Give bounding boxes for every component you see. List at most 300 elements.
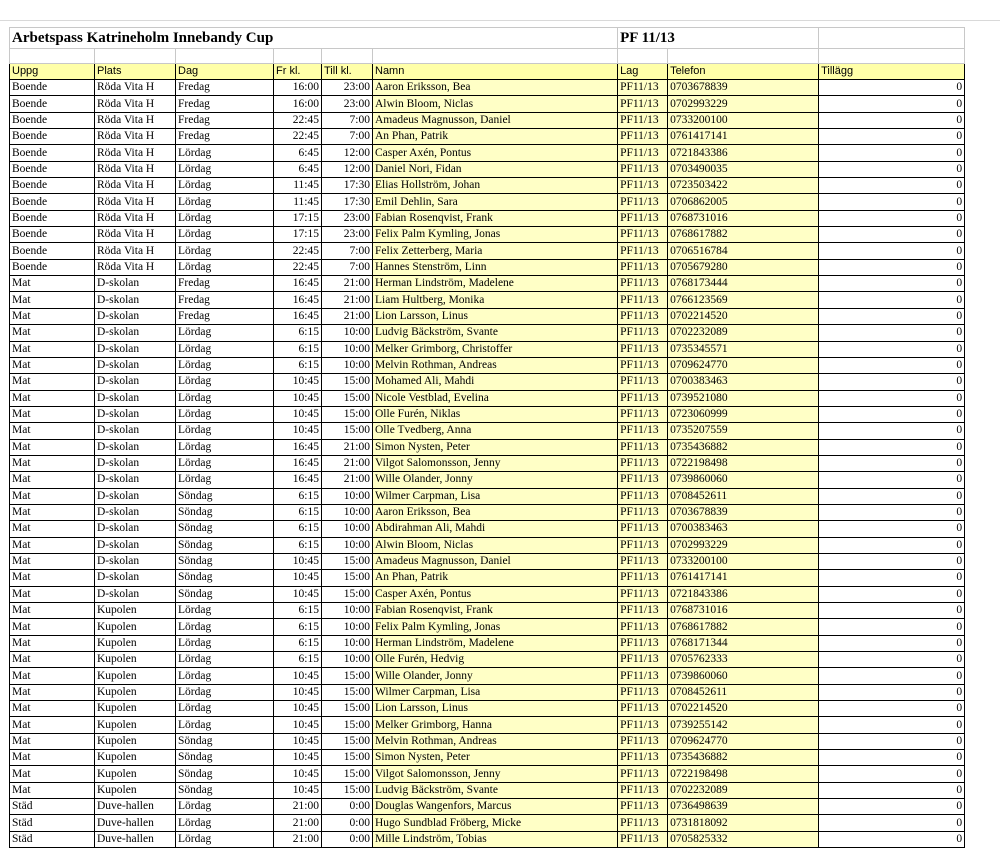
cell-namn[interactable]: Aaron Eriksson, Bea — [373, 80, 618, 96]
cell-dag[interactable]: Lördag — [176, 831, 274, 847]
cell-lag[interactable]: PF11/13 — [618, 717, 668, 733]
cell-fr-kl[interactable]: 21:00 — [274, 831, 322, 847]
cell-lag[interactable]: PF11/13 — [618, 635, 668, 651]
cell-lag[interactable]: PF11/13 — [618, 619, 668, 635]
cell-uppg[interactable]: Mat — [10, 782, 95, 798]
cell-till-kl[interactable]: 15:00 — [322, 586, 373, 602]
cell-till-kl[interactable]: 10:00 — [322, 652, 373, 668]
cell-lag[interactable]: PF11/13 — [618, 701, 668, 717]
cell-namn[interactable]: Felix Palm Kymling, Jonas — [373, 619, 618, 635]
cell-dag[interactable]: Söndag — [176, 782, 274, 798]
cell-uppg[interactable]: Mat — [10, 717, 95, 733]
cell-fr-kl[interactable]: 10:45 — [274, 733, 322, 749]
cell-plats[interactable]: Kupolen — [95, 619, 176, 635]
cell-dag[interactable]: Söndag — [176, 521, 274, 537]
cell-uppg[interactable]: Mat — [10, 357, 95, 373]
cell-namn[interactable]: Felix Palm Kymling, Jonas — [373, 227, 618, 243]
cell-uppg[interactable]: Boende — [10, 243, 95, 259]
cell-till-kl[interactable]: 15:00 — [322, 782, 373, 798]
cell-fr-kl[interactable]: 10:45 — [274, 406, 322, 422]
cell-lag[interactable]: PF11/13 — [618, 194, 668, 210]
cell-tillagg[interactable]: 0 — [819, 439, 965, 455]
cell-till-kl[interactable]: 7:00 — [322, 112, 373, 128]
cell-dag[interactable]: Söndag — [176, 570, 274, 586]
cell-uppg[interactable]: Mat — [10, 668, 95, 684]
cell-lag[interactable]: PF11/13 — [618, 553, 668, 569]
cell-fr-kl[interactable]: 10:45 — [274, 766, 322, 782]
cell-tillagg[interactable]: 0 — [819, 537, 965, 553]
cell-uppg[interactable]: Mat — [10, 684, 95, 700]
cell-dag[interactable]: Fredag — [176, 276, 274, 292]
cell-tillagg[interactable]: 0 — [819, 243, 965, 259]
header-namn[interactable]: Namn — [373, 64, 618, 80]
cell-dag[interactable]: Lördag — [176, 701, 274, 717]
cell-telefon[interactable]: 0739255142 — [668, 717, 819, 733]
cell-fr-kl[interactable]: 6:15 — [274, 341, 322, 357]
cell-fr-kl[interactable]: 22:45 — [274, 129, 322, 145]
cell-namn[interactable]: Alwin Bloom, Niclas — [373, 96, 618, 112]
cell-dag[interactable]: Söndag — [176, 488, 274, 504]
cell-tillagg[interactable]: 0 — [819, 112, 965, 128]
cell-dag[interactable]: Lördag — [176, 455, 274, 471]
cell-telefon[interactable]: 0722198498 — [668, 455, 819, 471]
cell-dag[interactable]: Söndag — [176, 750, 274, 766]
header-dag[interactable]: Dag — [176, 64, 274, 80]
cell-namn[interactable]: Amadeus Magnusson, Daniel — [373, 112, 618, 128]
cell-lag[interactable]: PF11/13 — [618, 292, 668, 308]
cell-namn[interactable]: Wille Olander, Jonny — [373, 668, 618, 684]
cell-namn[interactable]: Melvin Rothman, Andreas — [373, 733, 618, 749]
cell-till-kl[interactable]: 10:00 — [322, 521, 373, 537]
cell-fr-kl[interactable]: 10:45 — [274, 553, 322, 569]
cell-dag[interactable]: Lördag — [176, 799, 274, 815]
cell-dag[interactable]: Lördag — [176, 684, 274, 700]
cell-till-kl[interactable]: 10:00 — [322, 341, 373, 357]
cell-namn[interactable]: Vilgot Salomonsson, Jenny — [373, 766, 618, 782]
cell-namn[interactable]: An Phan, Patrik — [373, 570, 618, 586]
cell-tillagg[interactable]: 0 — [819, 210, 965, 226]
cell-dag[interactable]: Söndag — [176, 733, 274, 749]
cell-fr-kl[interactable]: 6:15 — [274, 357, 322, 373]
cell-plats[interactable]: Röda Vita H — [95, 243, 176, 259]
cell-tillagg[interactable]: 0 — [819, 684, 965, 700]
header-fr-kl[interactable]: Fr kl. — [274, 64, 322, 80]
cell-fr-kl[interactable]: 6:15 — [274, 635, 322, 651]
cell-fr-kl[interactable]: 22:45 — [274, 243, 322, 259]
cell-till-kl[interactable]: 12:00 — [322, 145, 373, 161]
cell-plats[interactable]: Röda Vita H — [95, 129, 176, 145]
header-lag[interactable]: Lag — [618, 64, 668, 80]
cell-plats[interactable]: D-skolan — [95, 504, 176, 520]
cell-uppg[interactable]: Mat — [10, 635, 95, 651]
cell-dag[interactable]: Fredag — [176, 129, 274, 145]
cell-dag[interactable]: Lördag — [176, 619, 274, 635]
cell-fr-kl[interactable]: 16:45 — [274, 308, 322, 324]
cell-namn[interactable]: Melker Grimborg, Hanna — [373, 717, 618, 733]
cell-tillagg[interactable]: 0 — [819, 701, 965, 717]
cell-tillagg[interactable]: 0 — [819, 259, 965, 275]
cell-lag[interactable]: PF11/13 — [618, 259, 668, 275]
cell-lag[interactable]: PF11/13 — [618, 325, 668, 341]
cell-lag[interactable]: PF11/13 — [618, 488, 668, 504]
cell-tillagg[interactable]: 0 — [819, 423, 965, 439]
cell-lag[interactable]: PF11/13 — [618, 276, 668, 292]
cell-telefon[interactable]: 0705825332 — [668, 831, 819, 847]
cell-telefon[interactable]: 0708452611 — [668, 488, 819, 504]
cell-plats[interactable]: Röda Vita H — [95, 145, 176, 161]
cell-dag[interactable]: Lördag — [176, 472, 274, 488]
cell-fr-kl[interactable]: 10:45 — [274, 750, 322, 766]
cell-fr-kl[interactable]: 6:15 — [274, 537, 322, 553]
cell-dag[interactable]: Lördag — [176, 145, 274, 161]
cell-plats[interactable]: Kupolen — [95, 652, 176, 668]
cell-plats[interactable]: Duve-hallen — [95, 799, 176, 815]
cell-till-kl[interactable]: 0:00 — [322, 831, 373, 847]
cell-fr-kl[interactable]: 6:15 — [274, 619, 322, 635]
cell-telefon[interactable]: 0705762333 — [668, 652, 819, 668]
cell-plats[interactable]: Röda Vita H — [95, 80, 176, 96]
cell-telefon[interactable]: 0703490035 — [668, 161, 819, 177]
cell-telefon[interactable]: 0702214520 — [668, 308, 819, 324]
cell-fr-kl[interactable]: 16:00 — [274, 80, 322, 96]
cell-uppg[interactable]: Boende — [10, 178, 95, 194]
cell-namn[interactable]: Vilgot Salomonsson, Jenny — [373, 455, 618, 471]
cell-telefon[interactable]: 0706516784 — [668, 243, 819, 259]
cell-namn[interactable]: Elias Hollström, Johan — [373, 178, 618, 194]
cell-telefon[interactable]: 0722198498 — [668, 766, 819, 782]
cell-tillagg[interactable]: 0 — [819, 815, 965, 831]
cell-telefon[interactable]: 0703678839 — [668, 504, 819, 520]
cell-plats[interactable]: Kupolen — [95, 766, 176, 782]
cell-uppg[interactable]: Mat — [10, 553, 95, 569]
cell-namn[interactable]: Simon Nysten, Peter — [373, 750, 618, 766]
cell-namn[interactable]: Douglas Wangenfors, Marcus — [373, 799, 618, 815]
cell-uppg[interactable]: Boende — [10, 161, 95, 177]
cell-plats[interactable]: Kupolen — [95, 684, 176, 700]
cell-fr-kl[interactable]: 17:15 — [274, 227, 322, 243]
cell-fr-kl[interactable]: 22:45 — [274, 112, 322, 128]
cell-plats[interactable]: Röda Vita H — [95, 210, 176, 226]
cell-dag[interactable]: Lördag — [176, 717, 274, 733]
cell-telefon[interactable]: 0703678839 — [668, 80, 819, 96]
cell-plats[interactable]: Röda Vita H — [95, 178, 176, 194]
cell-plats[interactable]: D-skolan — [95, 521, 176, 537]
cell-fr-kl[interactable]: 10:45 — [274, 423, 322, 439]
cell-tillagg[interactable]: 0 — [819, 766, 965, 782]
cell-dag[interactable]: Lördag — [176, 652, 274, 668]
cell-uppg[interactable]: Mat — [10, 766, 95, 782]
cell-uppg[interactable]: Boende — [10, 227, 95, 243]
cell-till-kl[interactable]: 23:00 — [322, 210, 373, 226]
cell-tillagg[interactable]: 0 — [819, 668, 965, 684]
cell-uppg[interactable]: Boende — [10, 259, 95, 275]
cell-lag[interactable]: PF11/13 — [618, 733, 668, 749]
cell-lag[interactable]: PF11/13 — [618, 406, 668, 422]
cell-telefon[interactable]: 0735345571 — [668, 341, 819, 357]
cell-plats[interactable]: D-skolan — [95, 439, 176, 455]
cell-lag[interactable]: PF11/13 — [618, 243, 668, 259]
cell-till-kl[interactable]: 21:00 — [322, 472, 373, 488]
cell-till-kl[interactable]: 15:00 — [322, 750, 373, 766]
cell-tillagg[interactable]: 0 — [819, 292, 965, 308]
cell-till-kl[interactable]: 0:00 — [322, 799, 373, 815]
cell-telefon[interactable]: 0702232089 — [668, 325, 819, 341]
cell-telefon[interactable]: 0706862005 — [668, 194, 819, 210]
cell-tillagg[interactable]: 0 — [819, 831, 965, 847]
cell-dag[interactable]: Söndag — [176, 553, 274, 569]
cell-telefon[interactable]: 0735436882 — [668, 750, 819, 766]
cell-telefon[interactable]: 0731818092 — [668, 815, 819, 831]
cell-namn[interactable]: Ludvig Bäckström, Svante — [373, 325, 618, 341]
cell-fr-kl[interactable]: 6:45 — [274, 161, 322, 177]
cell-fr-kl[interactable]: 21:00 — [274, 799, 322, 815]
cell-lag[interactable]: PF11/13 — [618, 766, 668, 782]
cell-uppg[interactable]: Boende — [10, 96, 95, 112]
cell-fr-kl[interactable]: 10:45 — [274, 570, 322, 586]
cell-till-kl[interactable]: 10:00 — [322, 603, 373, 619]
cell-dag[interactable]: Lördag — [176, 194, 274, 210]
cell-uppg[interactable]: Mat — [10, 488, 95, 504]
cell-tillagg[interactable]: 0 — [819, 733, 965, 749]
cell-till-kl[interactable]: 10:00 — [322, 488, 373, 504]
cell-plats[interactable]: D-skolan — [95, 325, 176, 341]
cell-tillagg[interactable]: 0 — [819, 357, 965, 373]
cell-fr-kl[interactable]: 16:45 — [274, 472, 322, 488]
cell-tillagg[interactable]: 0 — [819, 472, 965, 488]
cell-uppg[interactable]: Mat — [10, 537, 95, 553]
cell-tillagg[interactable]: 0 — [819, 178, 965, 194]
cell-telefon[interactable]: 0768173444 — [668, 276, 819, 292]
cell-lag[interactable]: PF11/13 — [618, 782, 668, 798]
cell-telefon[interactable]: 0702993229 — [668, 96, 819, 112]
cell-till-kl[interactable]: 15:00 — [322, 701, 373, 717]
cell-namn[interactable]: Wilmer Carpman, Lisa — [373, 488, 618, 504]
cell-plats[interactable]: Röda Vita H — [95, 112, 176, 128]
cell-fr-kl[interactable]: 16:45 — [274, 276, 322, 292]
cell-lag[interactable]: PF11/13 — [618, 357, 668, 373]
cell-till-kl[interactable]: 15:00 — [322, 423, 373, 439]
cell-telefon[interactable]: 0708452611 — [668, 684, 819, 700]
cell-telefon[interactable]: 0733200100 — [668, 112, 819, 128]
cell-plats[interactable]: D-skolan — [95, 390, 176, 406]
cell-lag[interactable]: PF11/13 — [618, 831, 668, 847]
cell-uppg[interactable]: Mat — [10, 276, 95, 292]
cell-namn[interactable]: Abdirahman Ali, Mahdi — [373, 521, 618, 537]
cell-telefon[interactable]: 0721843386 — [668, 586, 819, 602]
cell-namn[interactable]: Amadeus Magnusson, Daniel — [373, 553, 618, 569]
cell-dag[interactable]: Lördag — [176, 406, 274, 422]
cell-telefon[interactable]: 0768731016 — [668, 603, 819, 619]
cell-till-kl[interactable]: 15:00 — [322, 668, 373, 684]
cell-uppg[interactable]: Boende — [10, 129, 95, 145]
cell-telefon[interactable]: 0723060999 — [668, 406, 819, 422]
cell-plats[interactable]: Röda Vita H — [95, 96, 176, 112]
cell-lag[interactable]: PF11/13 — [618, 178, 668, 194]
cell-till-kl[interactable]: 0:00 — [322, 815, 373, 831]
cell-dag[interactable]: Lördag — [176, 603, 274, 619]
cell-lag[interactable]: PF11/13 — [618, 390, 668, 406]
cell-namn[interactable]: Simon Nysten, Peter — [373, 439, 618, 455]
cell-fr-kl[interactable]: 6:15 — [274, 652, 322, 668]
cell-tillagg[interactable]: 0 — [819, 586, 965, 602]
cell-till-kl[interactable]: 15:00 — [322, 406, 373, 422]
cell-fr-kl[interactable]: 10:45 — [274, 717, 322, 733]
cell-fr-kl[interactable]: 16:45 — [274, 439, 322, 455]
cell-telefon[interactable]: 0768617882 — [668, 619, 819, 635]
cell-plats[interactable]: D-skolan — [95, 308, 176, 324]
cell-dag[interactable]: Lördag — [176, 357, 274, 373]
cell-uppg[interactable]: Mat — [10, 455, 95, 471]
cell-tillagg[interactable]: 0 — [819, 553, 965, 569]
cell-namn[interactable]: Fabian Rosenqvist, Frank — [373, 603, 618, 619]
cell-fr-kl[interactable]: 10:45 — [274, 782, 322, 798]
cell-lag[interactable]: PF11/13 — [618, 129, 668, 145]
header-till-kl[interactable]: Till kl. — [322, 64, 373, 80]
cell-till-kl[interactable]: 15:00 — [322, 570, 373, 586]
cell-uppg[interactable]: Mat — [10, 292, 95, 308]
cell-lag[interactable]: PF11/13 — [618, 374, 668, 390]
cell-plats[interactable]: Röda Vita H — [95, 194, 176, 210]
cell-namn[interactable]: Casper Axén, Pontus — [373, 145, 618, 161]
cell-lag[interactable]: PF11/13 — [618, 570, 668, 586]
cell-telefon[interactable]: 0721843386 — [668, 145, 819, 161]
cell-namn[interactable]: Olle Tvedberg, Anna — [373, 423, 618, 439]
cell-tillagg[interactable]: 0 — [819, 635, 965, 651]
cell-tillagg[interactable]: 0 — [819, 374, 965, 390]
cell-fr-kl[interactable]: 6:15 — [274, 488, 322, 504]
cell-uppg[interactable]: Mat — [10, 504, 95, 520]
cell-till-kl[interactable]: 7:00 — [322, 259, 373, 275]
cell-uppg[interactable]: Mat — [10, 308, 95, 324]
cell-lag[interactable]: PF11/13 — [618, 80, 668, 96]
cell-tillagg[interactable]: 0 — [819, 782, 965, 798]
cell-fr-kl[interactable]: 6:15 — [274, 504, 322, 520]
cell-telefon[interactable]: 0702214520 — [668, 701, 819, 717]
cell-telefon[interactable]: 0709624770 — [668, 733, 819, 749]
cell-fr-kl[interactable]: 21:00 — [274, 815, 322, 831]
cell-dag[interactable]: Lördag — [176, 668, 274, 684]
cell-till-kl[interactable]: 10:00 — [322, 537, 373, 553]
cell-dag[interactable]: Fredag — [176, 112, 274, 128]
cell-dag[interactable]: Söndag — [176, 586, 274, 602]
cell-telefon[interactable]: 0768731016 — [668, 210, 819, 226]
cell-dag[interactable]: Lördag — [176, 423, 274, 439]
cell-till-kl[interactable]: 21:00 — [322, 439, 373, 455]
cell-till-kl[interactable]: 23:00 — [322, 80, 373, 96]
cell-dag[interactable]: Lördag — [176, 243, 274, 259]
cell-uppg[interactable]: Mat — [10, 423, 95, 439]
cell-uppg[interactable]: Mat — [10, 619, 95, 635]
cell-tillagg[interactable]: 0 — [819, 619, 965, 635]
cell-uppg[interactable]: Mat — [10, 652, 95, 668]
cell-telefon[interactable]: 0705679280 — [668, 259, 819, 275]
cell-tillagg[interactable]: 0 — [819, 390, 965, 406]
cell-tillagg[interactable]: 0 — [819, 570, 965, 586]
cell-namn[interactable]: Ludvig Bäckström, Svante — [373, 782, 618, 798]
cell-telefon[interactable]: 0700383463 — [668, 521, 819, 537]
cell-tillagg[interactable]: 0 — [819, 750, 965, 766]
cell-plats[interactable]: D-skolan — [95, 374, 176, 390]
cell-uppg[interactable]: Mat — [10, 325, 95, 341]
cell-lag[interactable]: PF11/13 — [618, 684, 668, 700]
cell-plats[interactable]: D-skolan — [95, 455, 176, 471]
cell-dag[interactable]: Lördag — [176, 635, 274, 651]
cell-uppg[interactable]: Mat — [10, 570, 95, 586]
cell-uppg[interactable]: Städ — [10, 799, 95, 815]
cell-plats[interactable]: D-skolan — [95, 586, 176, 602]
cell-fr-kl[interactable]: 11:45 — [274, 194, 322, 210]
cell-tillagg[interactable]: 0 — [819, 325, 965, 341]
cell-till-kl[interactable]: 10:00 — [322, 635, 373, 651]
cell-fr-kl[interactable]: 6:15 — [274, 325, 322, 341]
cell-lag[interactable]: PF11/13 — [618, 341, 668, 357]
cell-tillagg[interactable]: 0 — [819, 80, 965, 96]
cell-dag[interactable]: Söndag — [176, 504, 274, 520]
cell-namn[interactable]: Hugo Sundblad Fröberg, Micke — [373, 815, 618, 831]
cell-till-kl[interactable]: 15:00 — [322, 733, 373, 749]
cell-tillagg[interactable]: 0 — [819, 652, 965, 668]
cell-dag[interactable]: Lördag — [176, 439, 274, 455]
cell-tillagg[interactable]: 0 — [819, 717, 965, 733]
cell-dag[interactable]: Söndag — [176, 766, 274, 782]
cell-uppg[interactable]: Boende — [10, 145, 95, 161]
cell-telefon[interactable]: 0702232089 — [668, 782, 819, 798]
cell-namn[interactable]: Fabian Rosenqvist, Frank — [373, 210, 618, 226]
cell-dag[interactable]: Lördag — [176, 815, 274, 831]
cell-plats[interactable]: Kupolen — [95, 603, 176, 619]
cell-fr-kl[interactable]: 17:15 — [274, 210, 322, 226]
cell-dag[interactable]: Fredag — [176, 292, 274, 308]
cell-fr-kl[interactable]: 22:45 — [274, 259, 322, 275]
cell-namn[interactable]: Wilmer Carpman, Lisa — [373, 684, 618, 700]
cell-plats[interactable]: Röda Vita H — [95, 227, 176, 243]
cell-uppg[interactable]: Städ — [10, 831, 95, 847]
cell-tillagg[interactable]: 0 — [819, 145, 965, 161]
cell-fr-kl[interactable]: 10:45 — [274, 586, 322, 602]
cell-lag[interactable]: PF11/13 — [618, 308, 668, 324]
cell-plats[interactable]: Kupolen — [95, 701, 176, 717]
header-uppg[interactable]: Uppg — [10, 64, 95, 80]
cell-lag[interactable]: PF11/13 — [618, 227, 668, 243]
cell-lag[interactable]: PF11/13 — [618, 799, 668, 815]
cell-telefon[interactable]: 0766123569 — [668, 292, 819, 308]
cell-plats[interactable]: Kupolen — [95, 635, 176, 651]
cell-uppg[interactable]: Boende — [10, 194, 95, 210]
cell-lag[interactable]: PF11/13 — [618, 815, 668, 831]
cell-fr-kl[interactable]: 16:45 — [274, 292, 322, 308]
cell-till-kl[interactable]: 10:00 — [322, 504, 373, 520]
cell-plats[interactable]: D-skolan — [95, 423, 176, 439]
cell-tillagg[interactable]: 0 — [819, 308, 965, 324]
cell-telefon[interactable]: 0735207559 — [668, 423, 819, 439]
cell-dag[interactable]: Lördag — [176, 390, 274, 406]
cell-telefon[interactable]: 0739860060 — [668, 668, 819, 684]
cell-fr-kl[interactable]: 16:00 — [274, 96, 322, 112]
cell-tillagg[interactable]: 0 — [819, 799, 965, 815]
cell-uppg[interactable]: Boende — [10, 210, 95, 226]
cell-till-kl[interactable]: 21:00 — [322, 276, 373, 292]
cell-uppg[interactable]: Mat — [10, 733, 95, 749]
cell-namn[interactable]: Hannes Stenström, Linn — [373, 259, 618, 275]
cell-dag[interactable]: Lördag — [176, 374, 274, 390]
cell-tillagg[interactable]: 0 — [819, 406, 965, 422]
cell-namn[interactable]: Liam Hultberg, Monika — [373, 292, 618, 308]
cell-namn[interactable]: Olle Furén, Niklas — [373, 406, 618, 422]
cell-telefon[interactable]: 0723503422 — [668, 178, 819, 194]
cell-namn[interactable]: Felix Zetterberg, Maria — [373, 243, 618, 259]
cell-fr-kl[interactable]: 6:45 — [274, 145, 322, 161]
cell-dag[interactable]: Lördag — [176, 341, 274, 357]
